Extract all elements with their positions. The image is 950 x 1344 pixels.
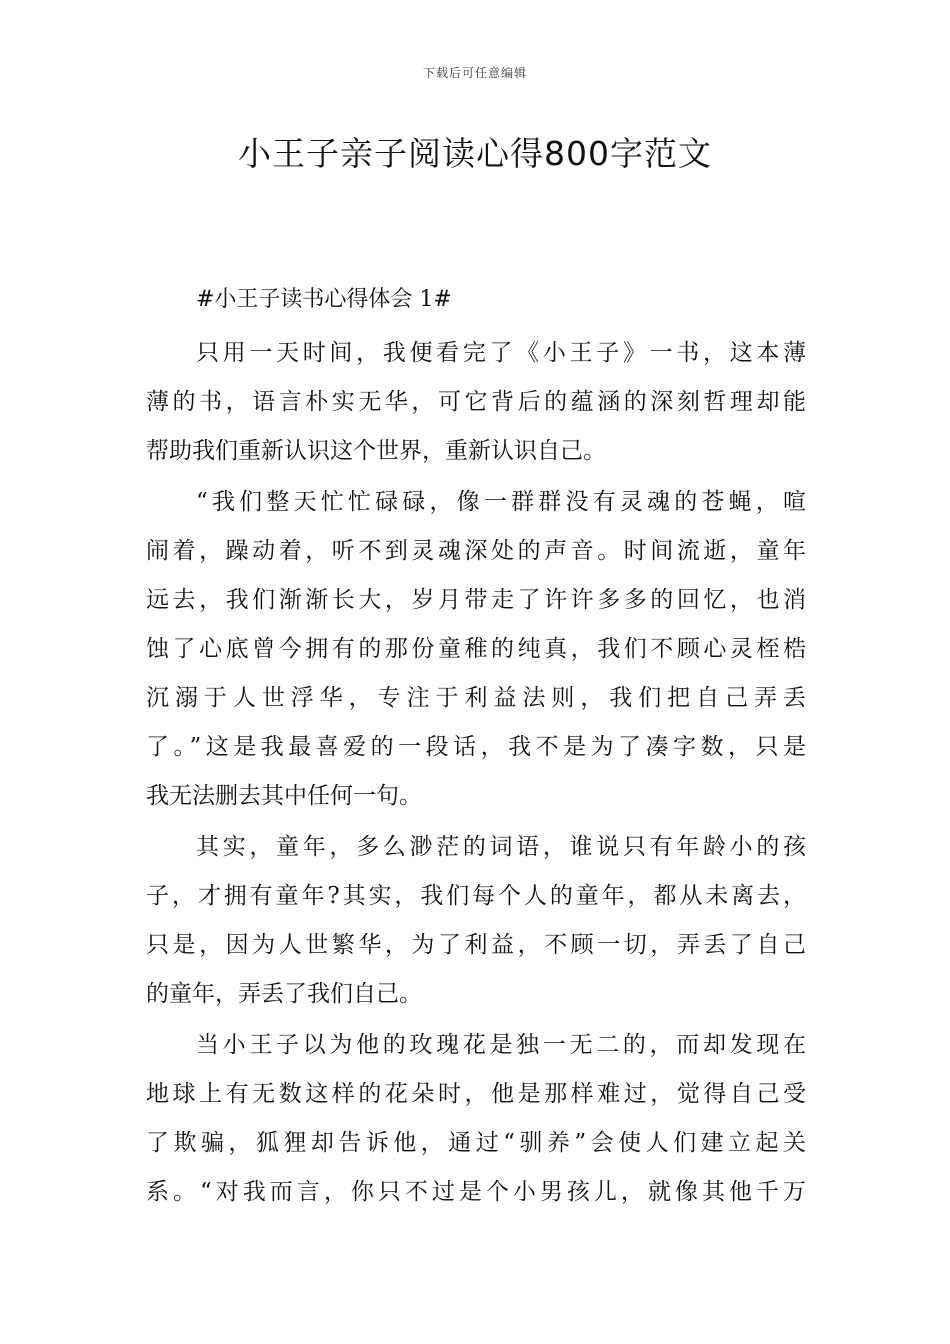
paragraph-line: 系。“对我而言，你只不过是个小男孩儿，就像其他千万 xyxy=(146,1179,806,1205)
paragraph xyxy=(146,1021,806,1217)
paragraph-line: 了欺骗，狐狸却告诉他，通过“驯养”会使人们建立起关 xyxy=(146,1130,806,1156)
paragraph-line: 我无法删去其中任何一句。 xyxy=(146,783,422,809)
paragraph-line: 的童年，弄丢了我们自己。 xyxy=(146,981,422,1007)
paragraph-line: “我们整天忙忙碌碌，像一群群没有灵魂的苍蝇，喧 xyxy=(196,489,806,515)
paragraph-line: 其实，童年，多么渺茫的词语，谁说只有年龄小的孩 xyxy=(196,834,806,860)
paragraph-line: 帮助我们重新认识这个世界，重新认识自己。 xyxy=(146,438,606,464)
paragraph xyxy=(146,823,806,1019)
paragraph-line: 只用一天时间，我便看完了《小王子》一书，这本薄 xyxy=(196,340,806,366)
page-title: 小王子亲子阅读心得800字范文 xyxy=(238,134,712,173)
paragraph xyxy=(146,329,806,476)
paragraph-line: 远去，我们渐渐长大，岁月带走了许许多多的回忆，也消 xyxy=(146,587,806,613)
document-body xyxy=(146,280,806,1219)
paragraph-line: 了。”这是我最喜爱的一段话，我不是为了凑字数，只是 xyxy=(146,734,806,760)
paragraph-line: 闹着，躁动着，听不到灵魂深处的声音。时间流逝，童年 xyxy=(146,538,806,564)
paragraph-line: 当小王子以为他的玫瑰花是独一无二的，而却发现在 xyxy=(196,1032,806,1058)
paragraph-line: 蚀了心底曾今拥有的那份童稚的纯真，我们不顾心灵桎梏 xyxy=(146,636,806,662)
paragraph-list xyxy=(146,329,806,1217)
paragraph-line: 子，才拥有童年?其实，我们每个人的童年，都从未离去， xyxy=(146,883,806,909)
paragraph-line: 沉溺于人世浮华，专注于利益法则，我们把自己弄丢 xyxy=(146,685,806,711)
section-heading: #小王子读书心得体会 1# xyxy=(196,287,452,312)
paragraph-line: 只是，因为人世繁华，为了利益，不顾一切，弄丢了自己 xyxy=(146,932,806,958)
paragraph-line: 地球上有无数这样的花朵时，他是那样难过，觉得自己受 xyxy=(146,1081,806,1107)
header-note: 下载后可任意编辑 xyxy=(422,66,527,80)
paragraph xyxy=(146,478,806,821)
paragraph-line: 薄的书，语言朴实无华，可它背后的蕴涵的深刻哲理却能 xyxy=(146,389,806,415)
